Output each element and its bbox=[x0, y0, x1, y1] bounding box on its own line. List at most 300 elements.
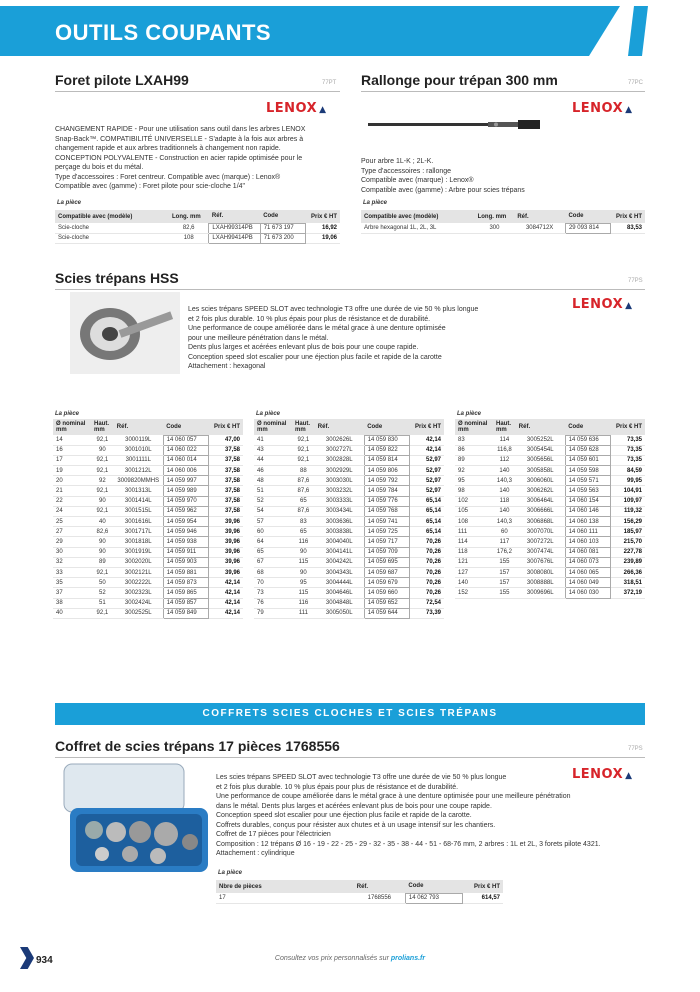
lenox-logo: LENOX ▲ bbox=[572, 101, 633, 116]
table-cell: 14 059 776 bbox=[364, 496, 410, 506]
table-row bbox=[254, 527, 444, 537]
table-cell: 3003232L bbox=[315, 486, 364, 496]
table-cell: 65 bbox=[254, 547, 292, 557]
table-cell: 14 059 768 bbox=[364, 506, 410, 516]
column-header: Ø nominal mm bbox=[53, 419, 91, 435]
table-cell: 3003636L bbox=[315, 517, 364, 527]
table-row bbox=[455, 435, 645, 445]
table-cell: 14 059 695 bbox=[364, 557, 410, 567]
table-row bbox=[455, 496, 645, 506]
product-table-rallonge bbox=[361, 210, 645, 234]
table-row bbox=[53, 455, 243, 465]
hole-saw-kit-image bbox=[60, 762, 210, 874]
section-title-foret-pilote: Foret pilote LXAH99 bbox=[55, 72, 189, 88]
table-cell: 3006868L bbox=[516, 517, 565, 527]
column-header: Prix € HT bbox=[306, 210, 340, 223]
table-cell: 3006060L bbox=[516, 476, 565, 486]
table-cell: 1768556 bbox=[354, 893, 406, 903]
table-cell: 25 bbox=[53, 517, 91, 527]
table-cell: 3002020L bbox=[114, 557, 163, 567]
table-row bbox=[53, 486, 243, 496]
table-cell: 140 bbox=[493, 486, 516, 496]
table-cell: 14 059 822 bbox=[364, 445, 410, 455]
table-cell: 52 bbox=[254, 496, 292, 506]
table-cell: 46 bbox=[254, 466, 292, 476]
table-cell: 14 059 989 bbox=[163, 486, 209, 496]
table-cell: 3002525L bbox=[114, 608, 163, 618]
table-cell: 121 bbox=[455, 557, 493, 567]
table-cell: 57 bbox=[254, 517, 292, 527]
table-cell: 72,54 bbox=[410, 598, 444, 608]
table-cell: 29 093 814 bbox=[565, 223, 610, 233]
table-cell: 70,26 bbox=[410, 567, 444, 577]
table-cell: 27 bbox=[53, 527, 91, 537]
product-table-trepans-col1 bbox=[53, 419, 243, 619]
table-cell: 14 059 792 bbox=[364, 476, 410, 486]
table-cell: 73 bbox=[254, 588, 292, 598]
table-cell: 14 062 793 bbox=[405, 893, 462, 903]
table-cell: 22 bbox=[53, 496, 91, 506]
column-header: Haut. mm bbox=[493, 419, 516, 435]
table-cell: 14 059 962 bbox=[163, 506, 209, 516]
table-cell: 114 bbox=[493, 435, 516, 445]
unit-label: La pièce bbox=[55, 411, 80, 417]
table-cell: 3001717L bbox=[114, 527, 163, 537]
table-row bbox=[455, 588, 645, 598]
table-cell: 37,58 bbox=[209, 455, 243, 465]
table-cell: 88 bbox=[292, 466, 315, 476]
table-cell: LXAH99414PB bbox=[209, 233, 260, 243]
table-cell: 3003030L bbox=[315, 476, 364, 486]
table-row bbox=[53, 527, 243, 537]
table-cell: 16,92 bbox=[306, 223, 340, 233]
table-cell: 14 060 081 bbox=[565, 547, 611, 557]
column-header: Prix € HT bbox=[611, 419, 645, 435]
table-cell: 42,14 bbox=[209, 598, 243, 608]
column-header: Code bbox=[565, 419, 611, 435]
unit-label: La pièce bbox=[256, 411, 281, 417]
table-cell: 14 059 679 bbox=[364, 578, 410, 588]
table-cell: 3000119L bbox=[114, 435, 163, 445]
table-cell: 33 bbox=[53, 567, 91, 577]
table-cell: 14 060 146 bbox=[565, 506, 611, 516]
table-cell: 3009820MMHS bbox=[114, 476, 163, 486]
table-cell: 65,14 bbox=[410, 496, 444, 506]
table-cell: 3001010L bbox=[114, 445, 163, 455]
table-cell: 38 bbox=[53, 598, 91, 608]
table-cell: 92,1 bbox=[292, 455, 315, 465]
table-cell: 42,14 bbox=[410, 445, 444, 455]
table-cell: 92,1 bbox=[292, 435, 315, 445]
table-cell: 3007070L bbox=[516, 527, 565, 537]
table-cell: Scie-cloche bbox=[55, 223, 169, 233]
table-row bbox=[455, 506, 645, 516]
table-cell: 3002626L bbox=[315, 435, 364, 445]
table-cell: 73,39 bbox=[410, 608, 444, 618]
table-cell: 3001919L bbox=[114, 547, 163, 557]
table-cell: 37,58 bbox=[209, 506, 243, 516]
table-cell: 14 059 725 bbox=[364, 527, 410, 537]
product-description bbox=[361, 157, 646, 195]
table-cell: 90 bbox=[91, 496, 114, 506]
table-cell: 14 059 652 bbox=[364, 598, 410, 608]
table-cell: 3001515L bbox=[114, 506, 163, 516]
table-cell: 3084712X bbox=[514, 223, 565, 233]
section-divider bbox=[55, 289, 645, 290]
table-cell: 114 bbox=[455, 537, 493, 547]
table-cell: 14 059 938 bbox=[163, 537, 209, 547]
column-header: Prix € HT bbox=[410, 419, 444, 435]
table-cell: 140 bbox=[493, 466, 516, 476]
table-cell: 87,6 bbox=[292, 486, 315, 496]
table-cell: 3001313L bbox=[114, 486, 163, 496]
table-cell: 140 bbox=[455, 578, 493, 588]
table-cell: 14 059 741 bbox=[364, 517, 410, 527]
table-cell: 14 059 636 bbox=[565, 435, 611, 445]
table-row bbox=[254, 435, 444, 445]
table-cell: 119,32 bbox=[611, 506, 645, 516]
table-cell: 73,35 bbox=[611, 435, 645, 445]
table-row bbox=[361, 223, 645, 233]
column-header: Code bbox=[260, 210, 306, 223]
table-cell: 19,06 bbox=[306, 233, 340, 243]
table-cell: 95 bbox=[455, 476, 493, 486]
table-cell: 51 bbox=[91, 598, 114, 608]
table-row bbox=[455, 557, 645, 567]
table-cell: 614,57 bbox=[463, 893, 503, 903]
column-header: Code bbox=[364, 419, 410, 435]
unit-label: La pièce bbox=[457, 411, 482, 417]
table-cell: 111 bbox=[455, 527, 493, 537]
table-cell: 21 bbox=[53, 486, 91, 496]
column-header: Long. mm bbox=[475, 210, 515, 223]
section-divider bbox=[361, 91, 645, 92]
table-cell: 65,14 bbox=[410, 517, 444, 527]
table-cell: 40 bbox=[53, 608, 91, 618]
table-cell: 14 060 065 bbox=[565, 567, 611, 577]
table-cell: 14 060 111 bbox=[565, 527, 611, 537]
table-cell: 3005656L bbox=[516, 455, 565, 465]
table-row bbox=[254, 588, 444, 598]
table-cell: 3005454L bbox=[516, 445, 565, 455]
table-cell: 30 bbox=[53, 547, 91, 557]
table-cell: 52,97 bbox=[410, 476, 444, 486]
table-cell: 105 bbox=[455, 506, 493, 516]
product-table-foret-pilote bbox=[55, 210, 340, 244]
table-row bbox=[254, 455, 444, 465]
column-header: Réf. bbox=[114, 419, 163, 435]
description-line: Type d'accessoires : rallonge bbox=[361, 167, 452, 175]
table-cell: 3005858L bbox=[516, 466, 565, 476]
product-table-coffret bbox=[216, 880, 503, 904]
table-cell: 89 bbox=[455, 455, 493, 465]
column-header: Code bbox=[163, 419, 209, 435]
table-cell: 3006666L bbox=[516, 506, 565, 516]
section-code: 77PS bbox=[628, 278, 643, 284]
table-cell: 51 bbox=[254, 486, 292, 496]
column-header: Haut. mm bbox=[292, 419, 315, 435]
table-cell: 14 059 598 bbox=[565, 466, 611, 476]
table-row bbox=[254, 445, 444, 455]
table-cell: 112 bbox=[493, 455, 516, 465]
page-title: OUTILS COUPANTS bbox=[55, 20, 272, 45]
description-line: Attachement : cylindrique bbox=[216, 850, 295, 857]
table-cell: 155 bbox=[493, 557, 516, 567]
section-code: 77PT bbox=[322, 80, 337, 86]
table-row bbox=[53, 557, 243, 567]
table-cell: 92,1 bbox=[91, 486, 114, 496]
table-row bbox=[53, 547, 243, 557]
table-cell: 3004343L bbox=[315, 567, 364, 577]
table-cell: 70,26 bbox=[410, 557, 444, 567]
table-cell: 3006464L bbox=[516, 496, 565, 506]
table-cell: 102 bbox=[455, 496, 493, 506]
table-row bbox=[53, 598, 243, 608]
table-row bbox=[455, 567, 645, 577]
table-row bbox=[53, 445, 243, 455]
table-cell: 76 bbox=[254, 598, 292, 608]
table-cell: 35 bbox=[53, 578, 91, 588]
table-cell: 3002222L bbox=[114, 578, 163, 588]
description-line: Attachement : hexagonal bbox=[188, 363, 266, 370]
table-cell: 14 059 709 bbox=[364, 547, 410, 557]
table-cell: 89 bbox=[91, 557, 114, 567]
table-cell: 3002727L bbox=[315, 445, 364, 455]
column-header: Ø nominal mm bbox=[455, 419, 493, 435]
table-row bbox=[53, 588, 243, 598]
table-row bbox=[53, 567, 243, 577]
table-cell: 3008888L bbox=[516, 578, 565, 588]
table-cell: 318,51 bbox=[611, 578, 645, 588]
table-cell: 14 060 014 bbox=[163, 455, 209, 465]
table-cell: 14 059 911 bbox=[163, 547, 209, 557]
table-row bbox=[53, 476, 243, 486]
description-line: Type d'accessoires : Foret centreur. Compatible avec (marque) : Lenox® bbox=[55, 173, 281, 181]
table-cell: 152 bbox=[455, 588, 493, 598]
table-cell: 14 059 865 bbox=[163, 588, 209, 598]
description-line: Compatible avec (gamme) : Arbre pour scies trépans bbox=[361, 186, 525, 194]
table-cell: 32 bbox=[53, 557, 91, 567]
table-cell: 70,26 bbox=[410, 578, 444, 588]
description-line: Compatible avec (marque) : Lenox® bbox=[361, 177, 474, 184]
table-row bbox=[455, 466, 645, 476]
table-cell: 65,14 bbox=[410, 527, 444, 537]
table-row bbox=[254, 466, 444, 476]
table-cell: 14 060 103 bbox=[565, 537, 611, 547]
table-cell: 14 059 806 bbox=[364, 466, 410, 476]
table-cell: 37,58 bbox=[209, 445, 243, 455]
table-cell: 60 bbox=[254, 527, 292, 537]
table-cell: 39,96 bbox=[209, 557, 243, 567]
column-header: Réf. bbox=[514, 210, 565, 223]
description-line: Les scies trépans SPEED SLOT avec technologie T3 offre une durée de vie 50 % plus longue bbox=[216, 774, 507, 781]
column-header: Réf. bbox=[354, 880, 406, 893]
column-header: Compatible avec (modèle) bbox=[361, 210, 475, 223]
table-cell: 115 bbox=[292, 588, 315, 598]
table-row bbox=[254, 476, 444, 486]
description-line: Conception speed slot escalier pour une éjection plus facile et rapide de la carotte. bbox=[216, 812, 472, 819]
table-row bbox=[53, 537, 243, 547]
table-cell: 98 bbox=[455, 486, 493, 496]
table-cell: 109,97 bbox=[611, 496, 645, 506]
table-cell: 14 060 022 bbox=[163, 445, 209, 455]
table-cell: 3001111L bbox=[114, 455, 163, 465]
extension-bar-image bbox=[368, 118, 548, 132]
table-cell: 3002828L bbox=[315, 455, 364, 465]
table-cell: 14 059 628 bbox=[565, 445, 611, 455]
table-cell: 90 bbox=[292, 547, 315, 557]
table-cell: 14 059 687 bbox=[364, 567, 410, 577]
description-line: Une performance de coupe améliorée dans le métal grace à une denture optimisée pour une meilleure pénétration bbox=[216, 793, 571, 800]
table-row bbox=[53, 496, 243, 506]
table-cell: 42,14 bbox=[209, 588, 243, 598]
table-cell: 65,14 bbox=[410, 506, 444, 516]
table-cell: 116,8 bbox=[493, 445, 516, 455]
table-cell: 92,1 bbox=[91, 435, 114, 445]
table-cell: 19 bbox=[53, 466, 91, 476]
table-cell: Arbre hexagonal 1L, 2L, 3L bbox=[361, 223, 475, 233]
table-row bbox=[254, 557, 444, 567]
table-row bbox=[455, 517, 645, 527]
table-cell: 39,96 bbox=[209, 517, 243, 527]
table-cell: 79 bbox=[254, 608, 292, 618]
product-table-trepans-col2 bbox=[254, 419, 444, 619]
table-cell: 14 059 717 bbox=[364, 537, 410, 547]
column-header: Réf. bbox=[209, 210, 260, 223]
table-cell: 87,6 bbox=[292, 476, 315, 486]
table-row bbox=[254, 578, 444, 588]
table-cell: 14 059 601 bbox=[565, 455, 611, 465]
table-cell: 239,89 bbox=[611, 557, 645, 567]
table-cell: 87,6 bbox=[292, 506, 315, 516]
table-cell: 70,26 bbox=[410, 588, 444, 598]
description-line: Les scies trépans SPEED SLOT avec technologie T3 offre une durée de vie 50 % plus longue bbox=[188, 306, 479, 313]
table-cell: 37,58 bbox=[209, 496, 243, 506]
table-cell: 92,1 bbox=[292, 445, 315, 455]
table-cell: 14 060 138 bbox=[565, 517, 611, 527]
table-cell: 90 bbox=[91, 537, 114, 547]
table-cell: 90 bbox=[91, 445, 114, 455]
table-cell: 90 bbox=[292, 567, 315, 577]
lenox-logo: LENOX ▲ bbox=[572, 297, 633, 312]
description-line: Composition : 12 trépans Ø 16 - 19 - 22 - 25 - 29 - 32 - 35 - 38 - 44 - 51 - 68-76 mm, 2 arbres : 1L et 2L, 3 forets pilote 4321. bbox=[216, 840, 601, 848]
table-cell: 70,26 bbox=[410, 537, 444, 547]
table-row bbox=[254, 496, 444, 506]
table-cell: 127 bbox=[455, 567, 493, 577]
table-cell: 44 bbox=[254, 455, 292, 465]
table-row bbox=[216, 893, 503, 903]
table-cell: 3001616L bbox=[114, 517, 163, 527]
table-cell: 14 060 006 bbox=[163, 466, 209, 476]
table-cell: 3007474L bbox=[516, 547, 565, 557]
table-cell: 111 bbox=[292, 608, 315, 618]
table-cell: 37 bbox=[53, 588, 91, 598]
description-line: Dents plus larges et acérées enlevant plus de bois pour une coupe rapide. bbox=[188, 344, 419, 351]
table-cell: 95 bbox=[292, 578, 315, 588]
unit-label: La pièce bbox=[57, 200, 82, 206]
table-cell: 140 bbox=[493, 506, 516, 516]
table-row bbox=[455, 486, 645, 496]
table-cell: 83 bbox=[455, 435, 493, 445]
table-cell: 70 bbox=[254, 578, 292, 588]
section-code: 77PS bbox=[628, 746, 643, 752]
table-cell: 14 060 057 bbox=[163, 435, 209, 445]
table-cell: 227,78 bbox=[611, 547, 645, 557]
table-cell: 14 059 644 bbox=[364, 608, 410, 618]
table-cell: 3004040L bbox=[315, 537, 364, 547]
table-cell: 108 bbox=[455, 517, 493, 527]
table-row bbox=[455, 476, 645, 486]
table-cell: 14 059 857 bbox=[163, 598, 209, 608]
table-cell: 3007676L bbox=[516, 557, 565, 567]
table-cell: 3004848L bbox=[315, 598, 364, 608]
section-title-scies-trepans: Scies trépans HSS bbox=[55, 270, 179, 286]
table-cell: 116 bbox=[292, 598, 315, 608]
table-cell: 73,35 bbox=[611, 445, 645, 455]
table-row bbox=[254, 517, 444, 527]
table-cell: 70,26 bbox=[410, 547, 444, 557]
table-cell: 266,36 bbox=[611, 567, 645, 577]
table-cell: 67 bbox=[254, 557, 292, 567]
table-cell: 42,14 bbox=[209, 578, 243, 588]
table-cell: 84,59 bbox=[611, 466, 645, 476]
column-header: Haut. mm bbox=[91, 419, 114, 435]
table-row bbox=[254, 486, 444, 496]
table-cell: 68 bbox=[254, 567, 292, 577]
table-cell: 37,58 bbox=[209, 466, 243, 476]
table-row bbox=[53, 578, 243, 588]
description-line: Coffret de 17 pièces pour l'électricien bbox=[216, 831, 331, 838]
table-cell: 50 bbox=[91, 578, 114, 588]
table-cell: 65 bbox=[292, 496, 315, 506]
description-line: CONCEPTION POLYVALENTE - Construction en acier rapide optimisée pour le bbox=[55, 154, 303, 162]
table-cell: 17 bbox=[53, 455, 91, 465]
table-cell: 140,3 bbox=[493, 476, 516, 486]
description-line: changement rapide et aux arbres traditionnels à changement non rapide. bbox=[55, 145, 281, 152]
table-cell: 92,1 bbox=[91, 608, 114, 618]
section-divider bbox=[55, 757, 645, 758]
table-cell: 14 060 030 bbox=[565, 588, 611, 598]
description-line: pour une meilleure pénétration dans le métal. bbox=[188, 334, 329, 342]
table-row bbox=[254, 567, 444, 577]
table-cell: 52,97 bbox=[410, 486, 444, 496]
table-cell: 115 bbox=[292, 557, 315, 567]
table-cell: 185,97 bbox=[611, 527, 645, 537]
table-row bbox=[53, 506, 243, 516]
table-row bbox=[455, 578, 645, 588]
table-cell: 24 bbox=[53, 506, 91, 516]
page-number: 934 bbox=[36, 955, 53, 966]
table-cell: 86 bbox=[455, 445, 493, 455]
column-header: Réf. bbox=[315, 419, 364, 435]
column-header: Prix € HT bbox=[209, 419, 243, 435]
table-row bbox=[53, 517, 243, 527]
table-cell: 117 bbox=[493, 537, 516, 547]
table-cell: 71 673 200 bbox=[260, 233, 306, 243]
table-row bbox=[254, 537, 444, 547]
table-cell: 14 bbox=[53, 435, 91, 445]
table-cell: 3005050L bbox=[315, 608, 364, 618]
table-cell: 14 060 049 bbox=[565, 578, 611, 588]
description-line: Une performance de coupe améliorée dans le métal grace à une denture optimisée bbox=[188, 325, 446, 332]
category-banner: COFFRETS SCIES CLOCHES ET SCIES TRÉPANS bbox=[55, 703, 645, 725]
footer-link[interactable]: prolians.fr bbox=[390, 955, 426, 962]
table-cell: 3006262L bbox=[516, 486, 565, 496]
table-cell: 3008080L bbox=[516, 567, 565, 577]
table-cell: 16 bbox=[53, 445, 91, 455]
table-cell: 3001818L bbox=[114, 537, 163, 547]
table-row bbox=[254, 598, 444, 608]
